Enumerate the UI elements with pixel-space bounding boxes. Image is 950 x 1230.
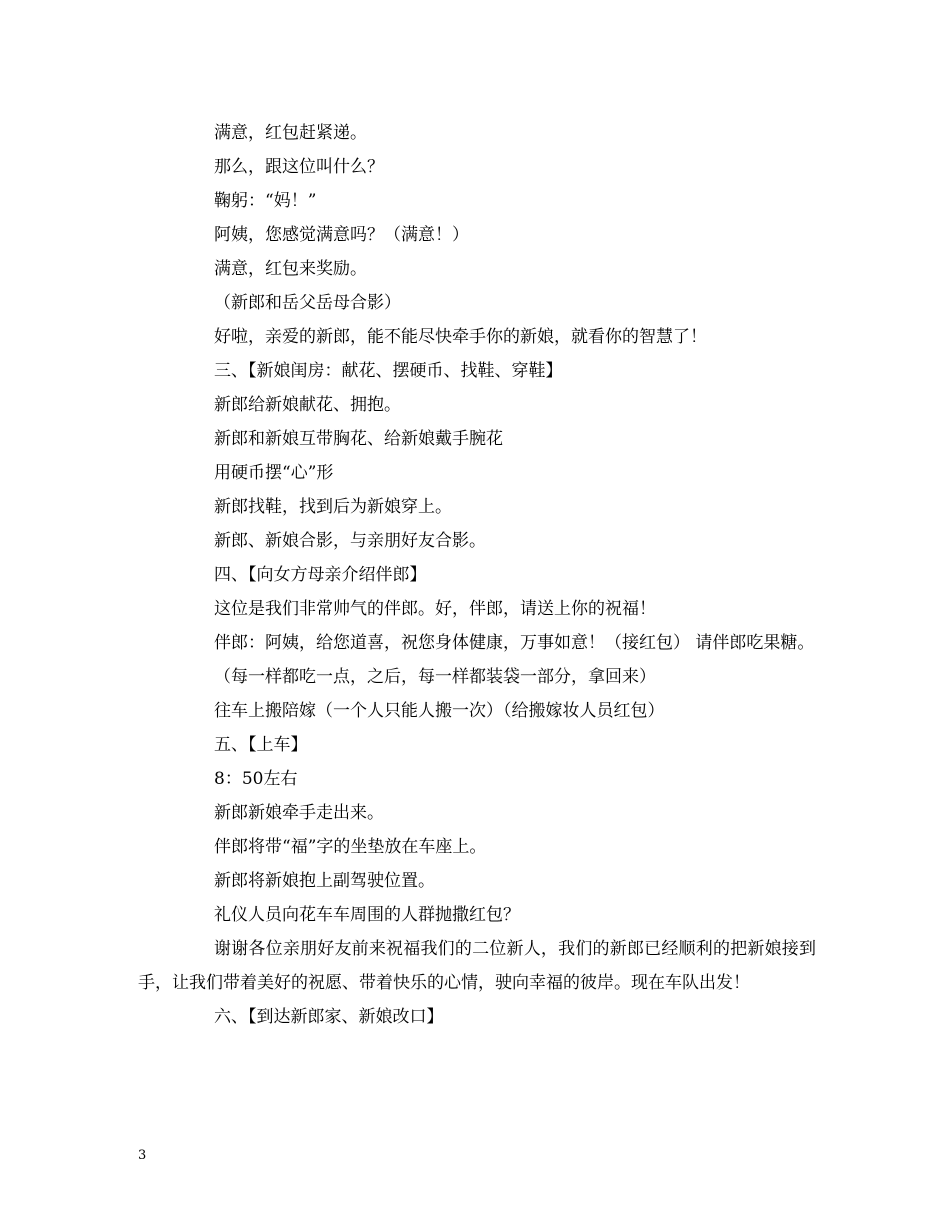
paragraph: 好啦，亲爱的新郎，能不能尽快牵手你的新娘，就看你的智慧了！: [214, 327, 707, 347]
paragraph: 鞠躬：“妈！”: [214, 191, 317, 211]
paragraph: 新郎找鞋，找到后为新娘穿上。: [214, 497, 452, 517]
document-body: [138, 116, 816, 1034]
paragraph: 礼仪人员向花车车周围的人群抛撒红包？: [214, 905, 520, 925]
paragraph: （新郎和岳父岳母合影）: [214, 293, 401, 313]
paragraph: 新郎、新娘合影，与亲朋好友合影。: [214, 531, 486, 551]
paragraph: 伴郎将带“福”字的坐垫放在车座上。: [214, 837, 487, 857]
paragraph: 新郎给新娘献花、拥抱。: [214, 395, 401, 415]
paragraph: 阿姨，您感觉满意吗？（满意！）: [214, 225, 469, 245]
paragraph: 满意，红包来奖励。: [214, 259, 367, 279]
paragraph: 往车上搬陪嫁（一个人只能人搬一次）（给搬嫁妆人员红包）: [214, 701, 665, 721]
paragraph: （每一样都吃一点，之后，每一样都装袋一部分，拿回来）: [214, 667, 656, 687]
paragraph: 这位是我们非常帅气的伴郎。好，伴郎，请送上你的祝福！: [214, 599, 656, 619]
section-heading: 四、【向女方母亲介绍伴郎】: [214, 565, 427, 585]
paragraph: 满意，红包赶紧递。: [214, 123, 367, 143]
paragraph: 用硬币摆“心”形: [214, 463, 334, 483]
paragraph: 新郎和新娘互带胸花、给新娘戴手腕花: [214, 429, 503, 449]
paragraph: 伴郎：阿姨，给您道喜，祝您身体健康，万事如意！（接红包） 请伴郎吃果糖。: [214, 633, 815, 653]
paragraph: 新郎新娘牵手走出来。: [214, 803, 384, 823]
paragraph: 谢谢各位亲朋好友前来祝福我们的二位新人，我们的新郎已经顺利的把新娘接到手，让我们带着美好的祝愿、带着快乐的心情，驶向幸福的彼岸。现在车队出发！: [138, 939, 816, 993]
paragraph: 8：50左右: [214, 769, 298, 789]
page-number: 3: [138, 1148, 147, 1163]
section-heading: 三、【新娘闺房：献花、摆硬币、找鞋、穿鞋】: [214, 361, 563, 381]
section-heading: 六、【到达新郎家、新娘改口】: [214, 1007, 444, 1027]
paragraph: 那么，跟这位叫什么？: [214, 157, 384, 177]
paragraph: 新郎将新娘抱上副驾驶位置。: [214, 871, 435, 891]
section-heading: 五、【上车】: [214, 735, 308, 755]
